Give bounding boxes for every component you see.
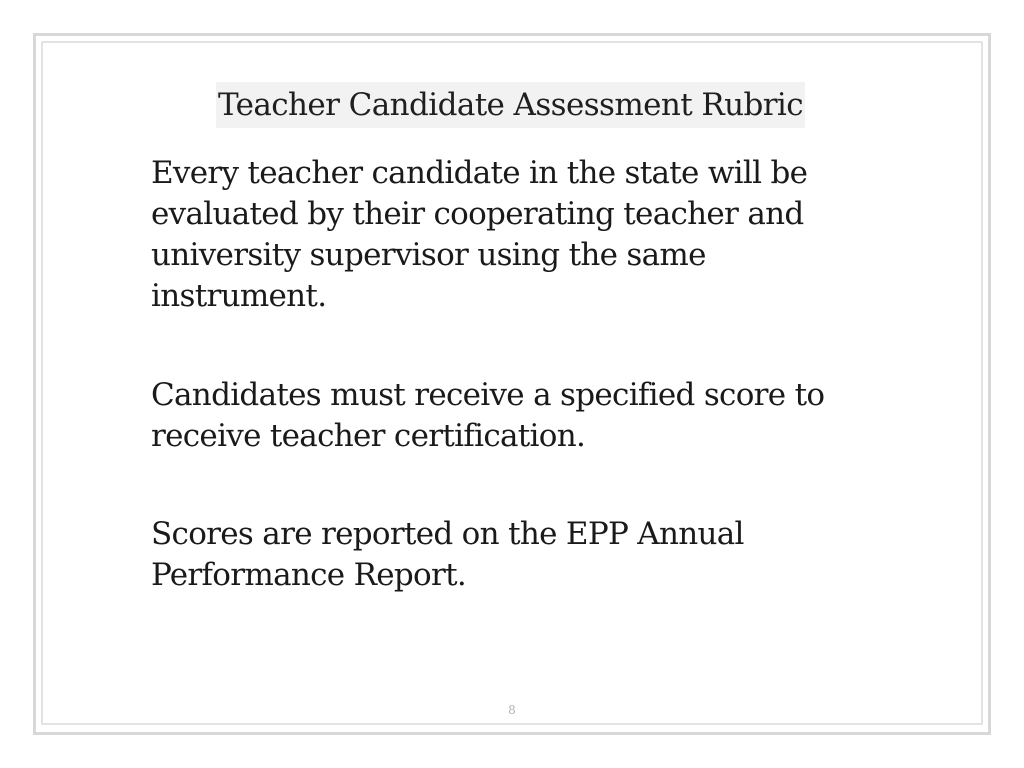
slide-title: Teacher Candidate Assessment Rubric: [216, 82, 805, 128]
body-paragraph-certification: Candidates must receive a specified score to receive teacher certification.: [151, 377, 825, 454]
body-paragraph-reporting: Scores are reported on the EPP Annual Performance Report.: [151, 516, 744, 593]
page-number: 8: [508, 703, 516, 717]
body-paragraph-evaluation: Every teacher candidate in the state will be evaluated by their cooperating teacher and university supervisor using the same instrument.: [151, 155, 808, 314]
